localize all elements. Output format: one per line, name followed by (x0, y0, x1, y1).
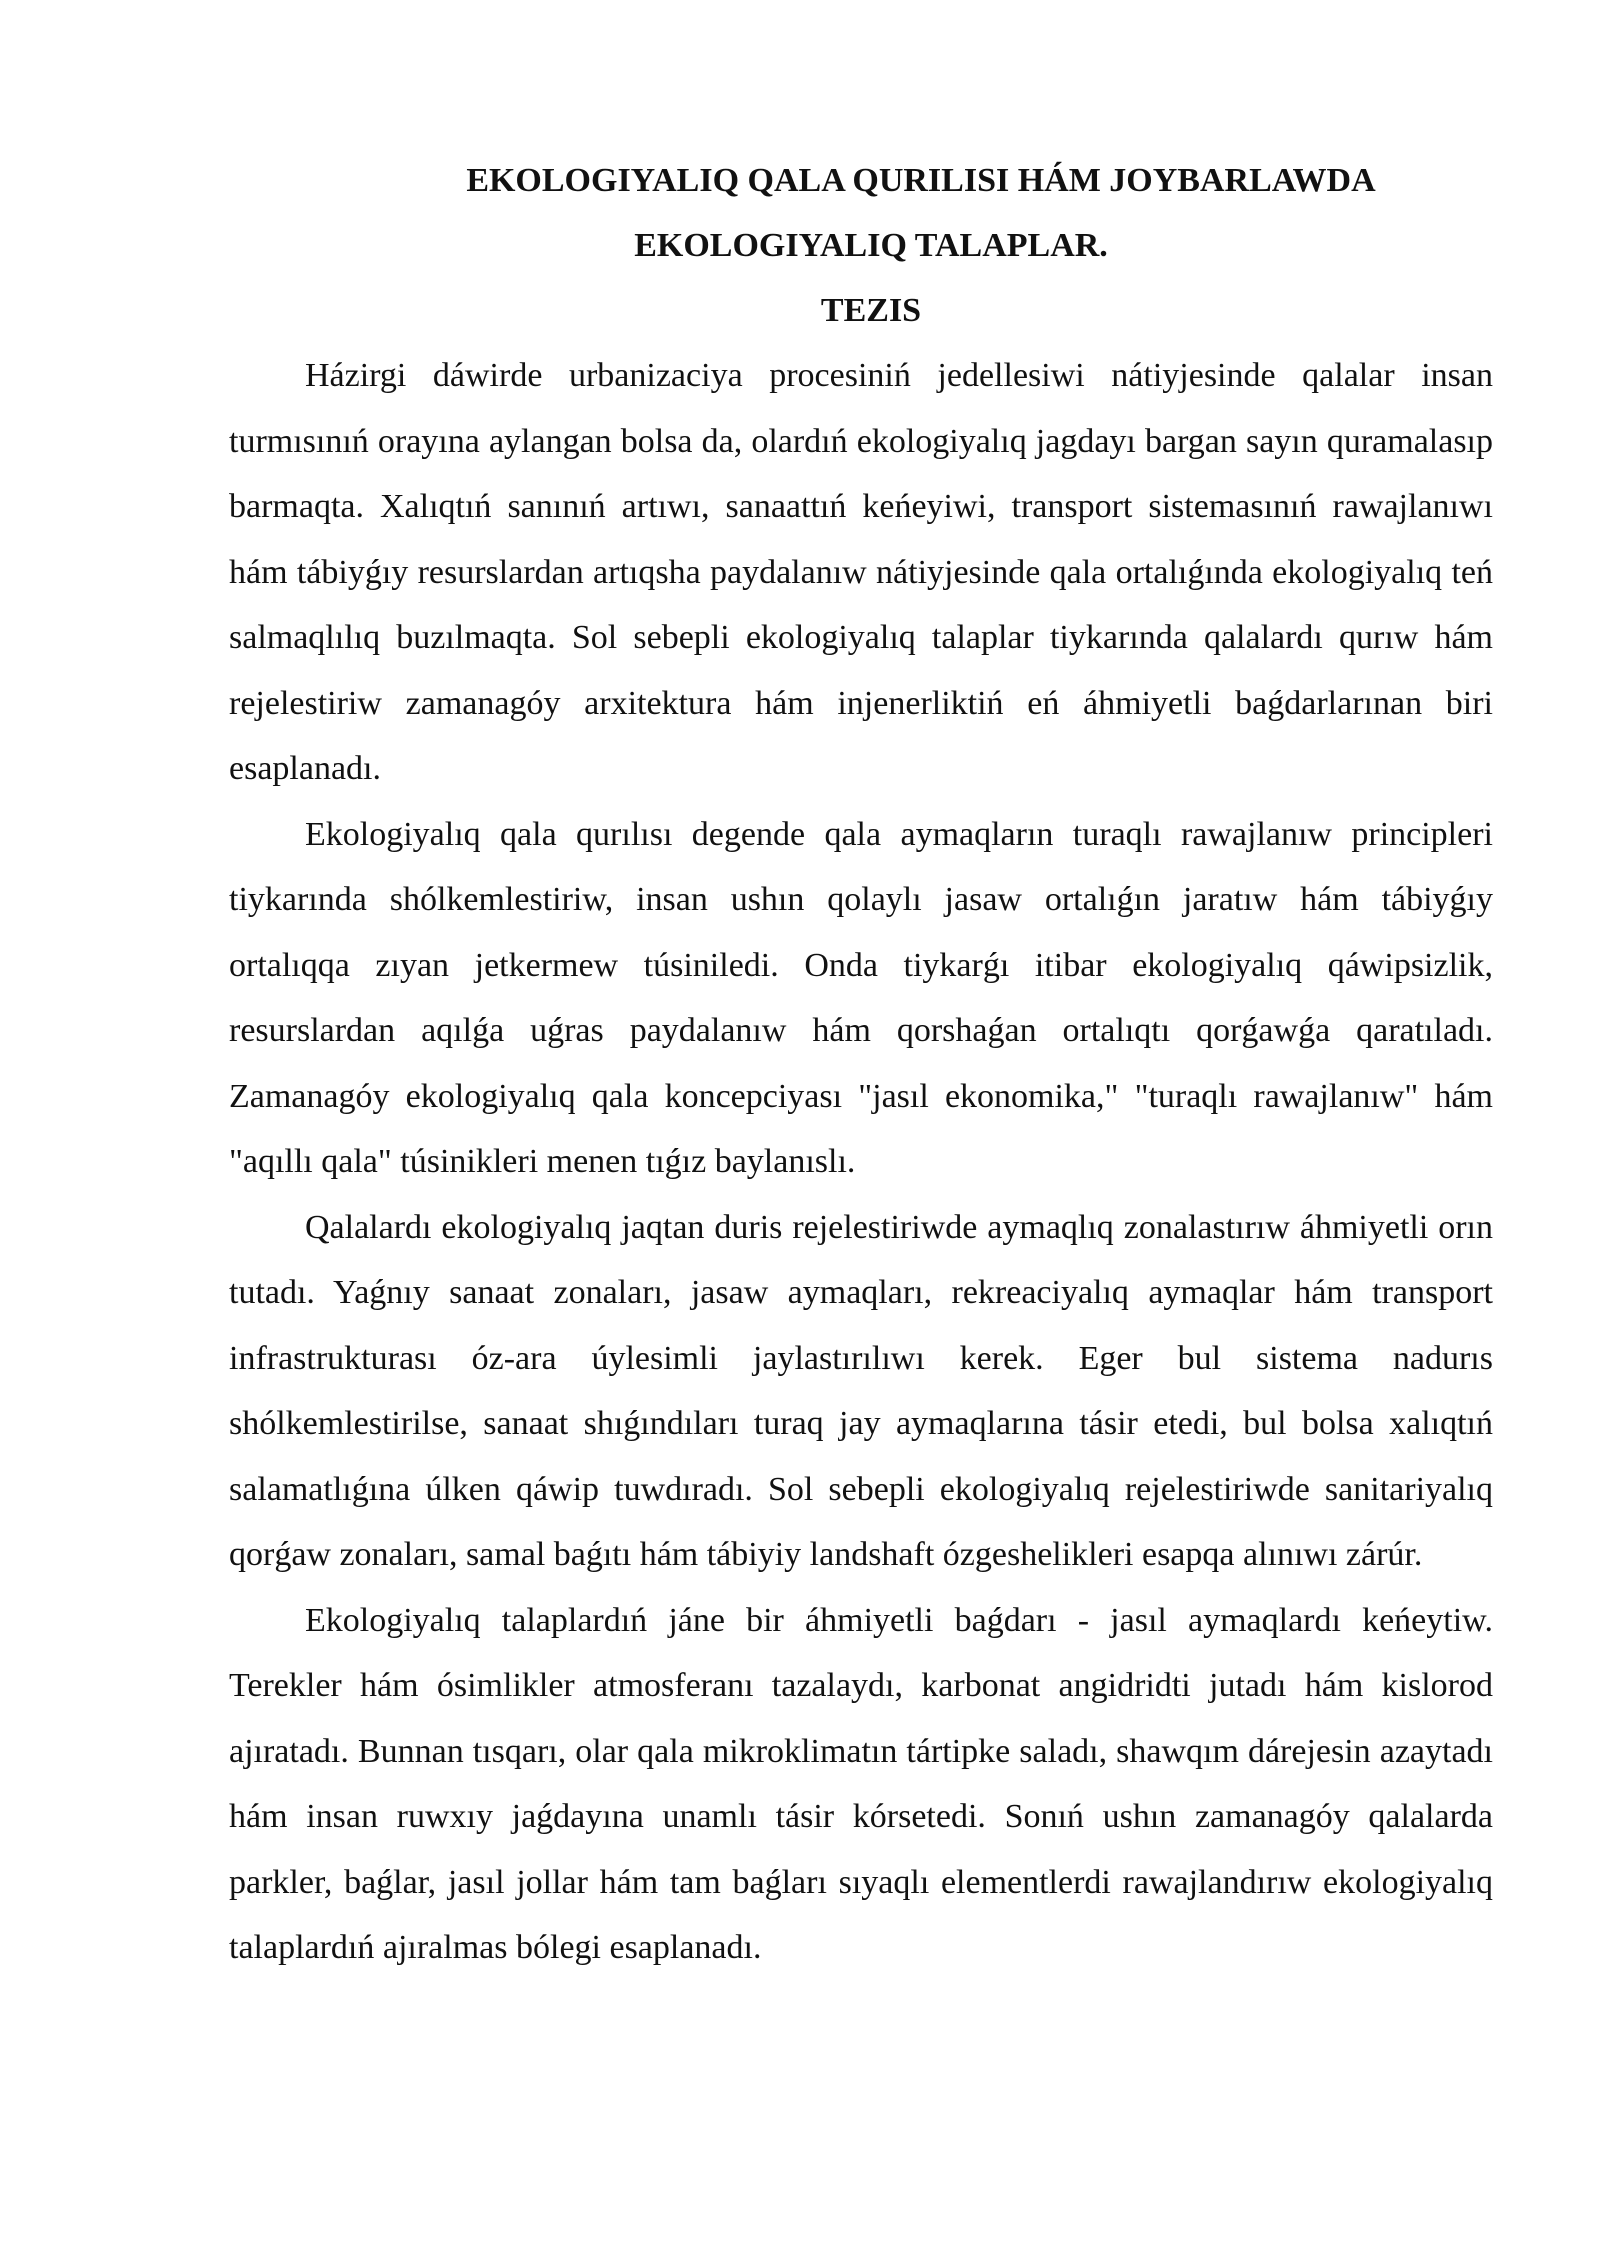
document-subtitle: TEZIS (820, 292, 922, 329)
document-body (229, 148, 1493, 1981)
paragraph-3: Qalalardı ekologiyalıq jaqtan duris rejelestiriwde aymaqlıq zonalastırıw áhmiyetli orın tutadı. Yaǵnıy sanaat zonaları, jasaw aymaqları, rekreaciyalıq aymaqlar hám transport infrastrukturası óz-ara úylesimli jaylastırılıwı kerek. Eger bul sistema nadurıs shólkemlestirilse, sanaat shıǵındıları turaq jay aymaqlarına tásir etedi, bul bolsa xalıqtıń salamatlıǵına úlken qáwip tuwdıradı. Sol sebepli ekologiyalıq rejelestiriwde sanitariyalıq qorǵaw zonaları, samal baǵıtı hám tábiyiy landshaft ózgeshelikleri esapqa alınıwı zárúr. (229, 1208, 1493, 1573)
document-title-line-1: EKOLOGIYALIQ QALA QURILISI HÁM JOYBARLAWDA (466, 162, 1376, 199)
document-title-line-2: EKOLOGIYALIQ TALAPLAR. (634, 227, 1108, 264)
paragraph-4: Ekologiyalıq talaplardıń jáne bir áhmiyetli baǵdarı - jasıl aymaqlardı keńeytiw. Terekler hám ósimlikler atmosferanı tazalaydı, karbonat angidridti jutadı hám kislorod ajıratadı. Bunnan tısqarı, olar qala mikroklimatın tártipke saladı, shawqım dárejesin azaytadı hám insan ruwxıy jaǵdayına unamlı tásir kórsetedi. Sonıń ushın zamanagóy qalalarda parkler, baǵlar, jasıl jollar hám tam baǵları sıyaqlı elementlerdi rawajlandırıw ekologiyalıq talaplardıń ajıralmas bólegi esaplanadı. (229, 1601, 1493, 1966)
paragraph-2: Ekologiyalıq qala qurılısı degende qala aymaqların turaqlı rawajlanıw principleri tiykarında shólkemlestiriw, insan ushın qolaylı jasaw ortalıǵın jaratıw hám tábiyǵıy ortalıqqa zıyan jetkermew túsiniledi. Onda tiykarǵı itibar ekologiyalıq qáwipsizlik, resurslardan aqılǵa uǵras paydalanıw hám qorshaǵan ortalıqtı qorǵawǵa qaratıladı. Zamanagóy ekologiyalıq qala koncepciyası "jasıl ekonomika," "turaqlı rawajlanıw" hám "aqıllı qala" túsinikleri menen tıǵız baylanıslı. (229, 815, 1493, 1180)
paragraph-1: Házirgi dáwirde urbanizaciya procesiniń jedellesiwi nátiyjesinde qalalar insan turmısınıń orayına aylangan bolsa da, olardıń ekologiyalıq jagdayı bargan sayın quramalasıp barmaqta. Xalıqtıń sanınıń artıwı, sanaattıń keńeyiwi, transport sistemasınıń rawajlanıwı hám tábiyǵıy resurslardan artıqsha paydalanıw nátiyjesinde qala ortalıǵında ekologiyalıq teń salmaqlılıq buzılmaqta. Sol sebepli ekologiyalıq talaplar tiykarında qalalardı qurıw hám rejelestiriw zamanagóy arxitektura hám injenerliktiń eń áhmiyetli baǵdarlarınan biri esaplanadı. (229, 357, 1493, 787)
